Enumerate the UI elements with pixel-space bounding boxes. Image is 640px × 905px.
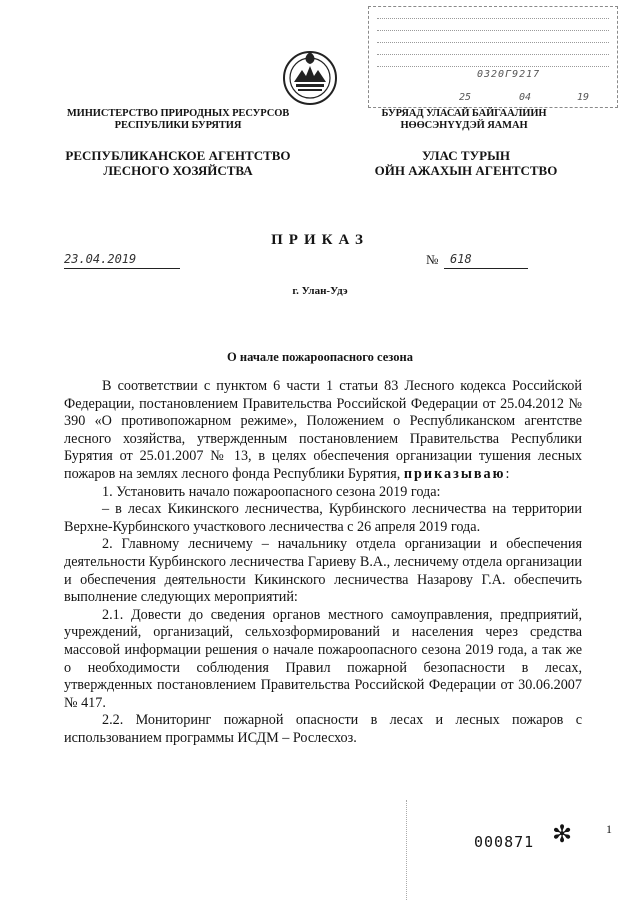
order-date-value: 23.04.2019 bbox=[64, 252, 137, 266]
order-number-label: № bbox=[426, 252, 439, 267]
republic-line: НӨӨСЭНҮҮДЭЙ ЯАМАН bbox=[400, 120, 528, 131]
republic-line: РЕСПУБЛИКИ БУРЯТИЯ bbox=[114, 120, 242, 131]
item-1-sub: – в лесах Кикинского лесничества, Курбинского лесничества на территории Верхне-Курбинского участкового лесничества с 26 апреля 2019 года. bbox=[64, 501, 582, 535]
item-2-2: 2.2. Мониторинг пожарной опасности в лесах и лесных пожаров с использованием программы ИСДМ – Рослесхоз. bbox=[64, 712, 582, 746]
asterisk-mark-icon: ✻ bbox=[552, 822, 573, 848]
agency-line-1: РЕСПУБЛИКАНСКОЕ АГЕНТСТВО bbox=[65, 148, 291, 163]
agency-name-right bbox=[346, 148, 586, 178]
order-number-value: 618 bbox=[450, 252, 472, 266]
ministry-line: БУРЯАД УЛАСАЙ БАЙГААЛИИН bbox=[381, 108, 547, 119]
stamp-line bbox=[377, 21, 609, 31]
document-serial: 000871 bbox=[474, 833, 535, 851]
registration-stamp bbox=[368, 6, 618, 108]
agency-line-2: ОЙН АЖАХЫН АГЕНТСТВО bbox=[374, 163, 558, 178]
stamp-date-month: 04 bbox=[519, 92, 532, 103]
order-word: приказываю bbox=[403, 465, 506, 482]
item-2-1: 2.1. Довести до сведения органов местного самоуправления, предприятий, учреждений, организаций, сельхозформирований и населения через средства массовой информации решения о начале пожароопасного сезона 2019 года, а так же о необходимости соблюдения Правил пожарной безопасности в лесах, утвержденных постановлением Правительства Российской Федерации от 30.06.2007 № 417. bbox=[64, 606, 582, 711]
page-number: 1 bbox=[606, 822, 612, 836]
order-subject: О начале пожароопасного сезона bbox=[227, 350, 413, 364]
ministry-name-left bbox=[60, 108, 296, 132]
stamp-date-day: 25 bbox=[459, 92, 472, 103]
stamp-line bbox=[377, 9, 609, 19]
agency-name-left bbox=[60, 148, 296, 178]
stamp-line bbox=[377, 45, 609, 55]
intro-text: В соответствии с пунктом 6 части 1 статьи 83 Лесного кодекса Российской Федерации, постановлением Правительства Российской Федерации от 25.04.2012 № 390 «О противопожарном режиме», Положением о Республиканском агентстве лесного хозяйства, утвержденным постановлением Правительства Республики Бурятия от 25.01.2007 № 13, в целях обеспечения организации тушения лесных пожаров на землях лесного фонда Республики Бурятия, bbox=[64, 378, 582, 482]
ministry-name-right bbox=[360, 108, 568, 132]
stamp-date-year: 19 bbox=[577, 92, 590, 103]
paragraph-intro: В соответствии с пунктом 6 части 1 статьи 83 Лесного кодекса Российской Федерации, постановлением Правительства Российской Федерации от 25.04.2012 № 390 «О противопожарном режиме», Положением о Республиканском агентстве лесного хозяйства, утвержденным постановлением Правительства Республики Бурятия от 25.01.2007 № 13, в целях обеспечения организации тушения лесных пожаров на землях лесного фонда Республики Бурятия, приказываю: bbox=[64, 378, 582, 482]
item-2: 2. Главному лесничему – начальнику отдела организации и обеспечения деятельности Курбинского лесничества Гариеву В.А., лесничему отдела организации и обеспечения деятельности Кикинского лесничества Назарову Г.А. обеспечить выполнение следующих мероприятий: bbox=[64, 536, 582, 606]
order-date bbox=[64, 252, 180, 269]
stamp-line bbox=[377, 57, 609, 67]
binding-dots bbox=[406, 800, 409, 900]
agency-line-2: ЛЕСНОГО ХОЗЯЙСТВА bbox=[103, 163, 253, 178]
agency-line-1: УЛАС ТУРЫН bbox=[422, 148, 510, 163]
order-number bbox=[444, 252, 528, 269]
city: г. Улан-Удэ bbox=[292, 285, 348, 297]
coat-of-arms-emblem bbox=[276, 48, 344, 108]
item-1: 1. Установить начало пожароопасного сезона 2019 года: bbox=[102, 483, 441, 500]
stamp-line bbox=[377, 33, 609, 43]
ministry-line: МИНИСТЕРСТВО ПРИРОДНЫХ РЕСУРСОВ bbox=[66, 108, 290, 119]
order-body bbox=[64, 378, 582, 747]
stamp-reg-number: 0320Г9217 bbox=[477, 69, 541, 80]
document-title: ПРИКАЗ bbox=[271, 232, 369, 248]
